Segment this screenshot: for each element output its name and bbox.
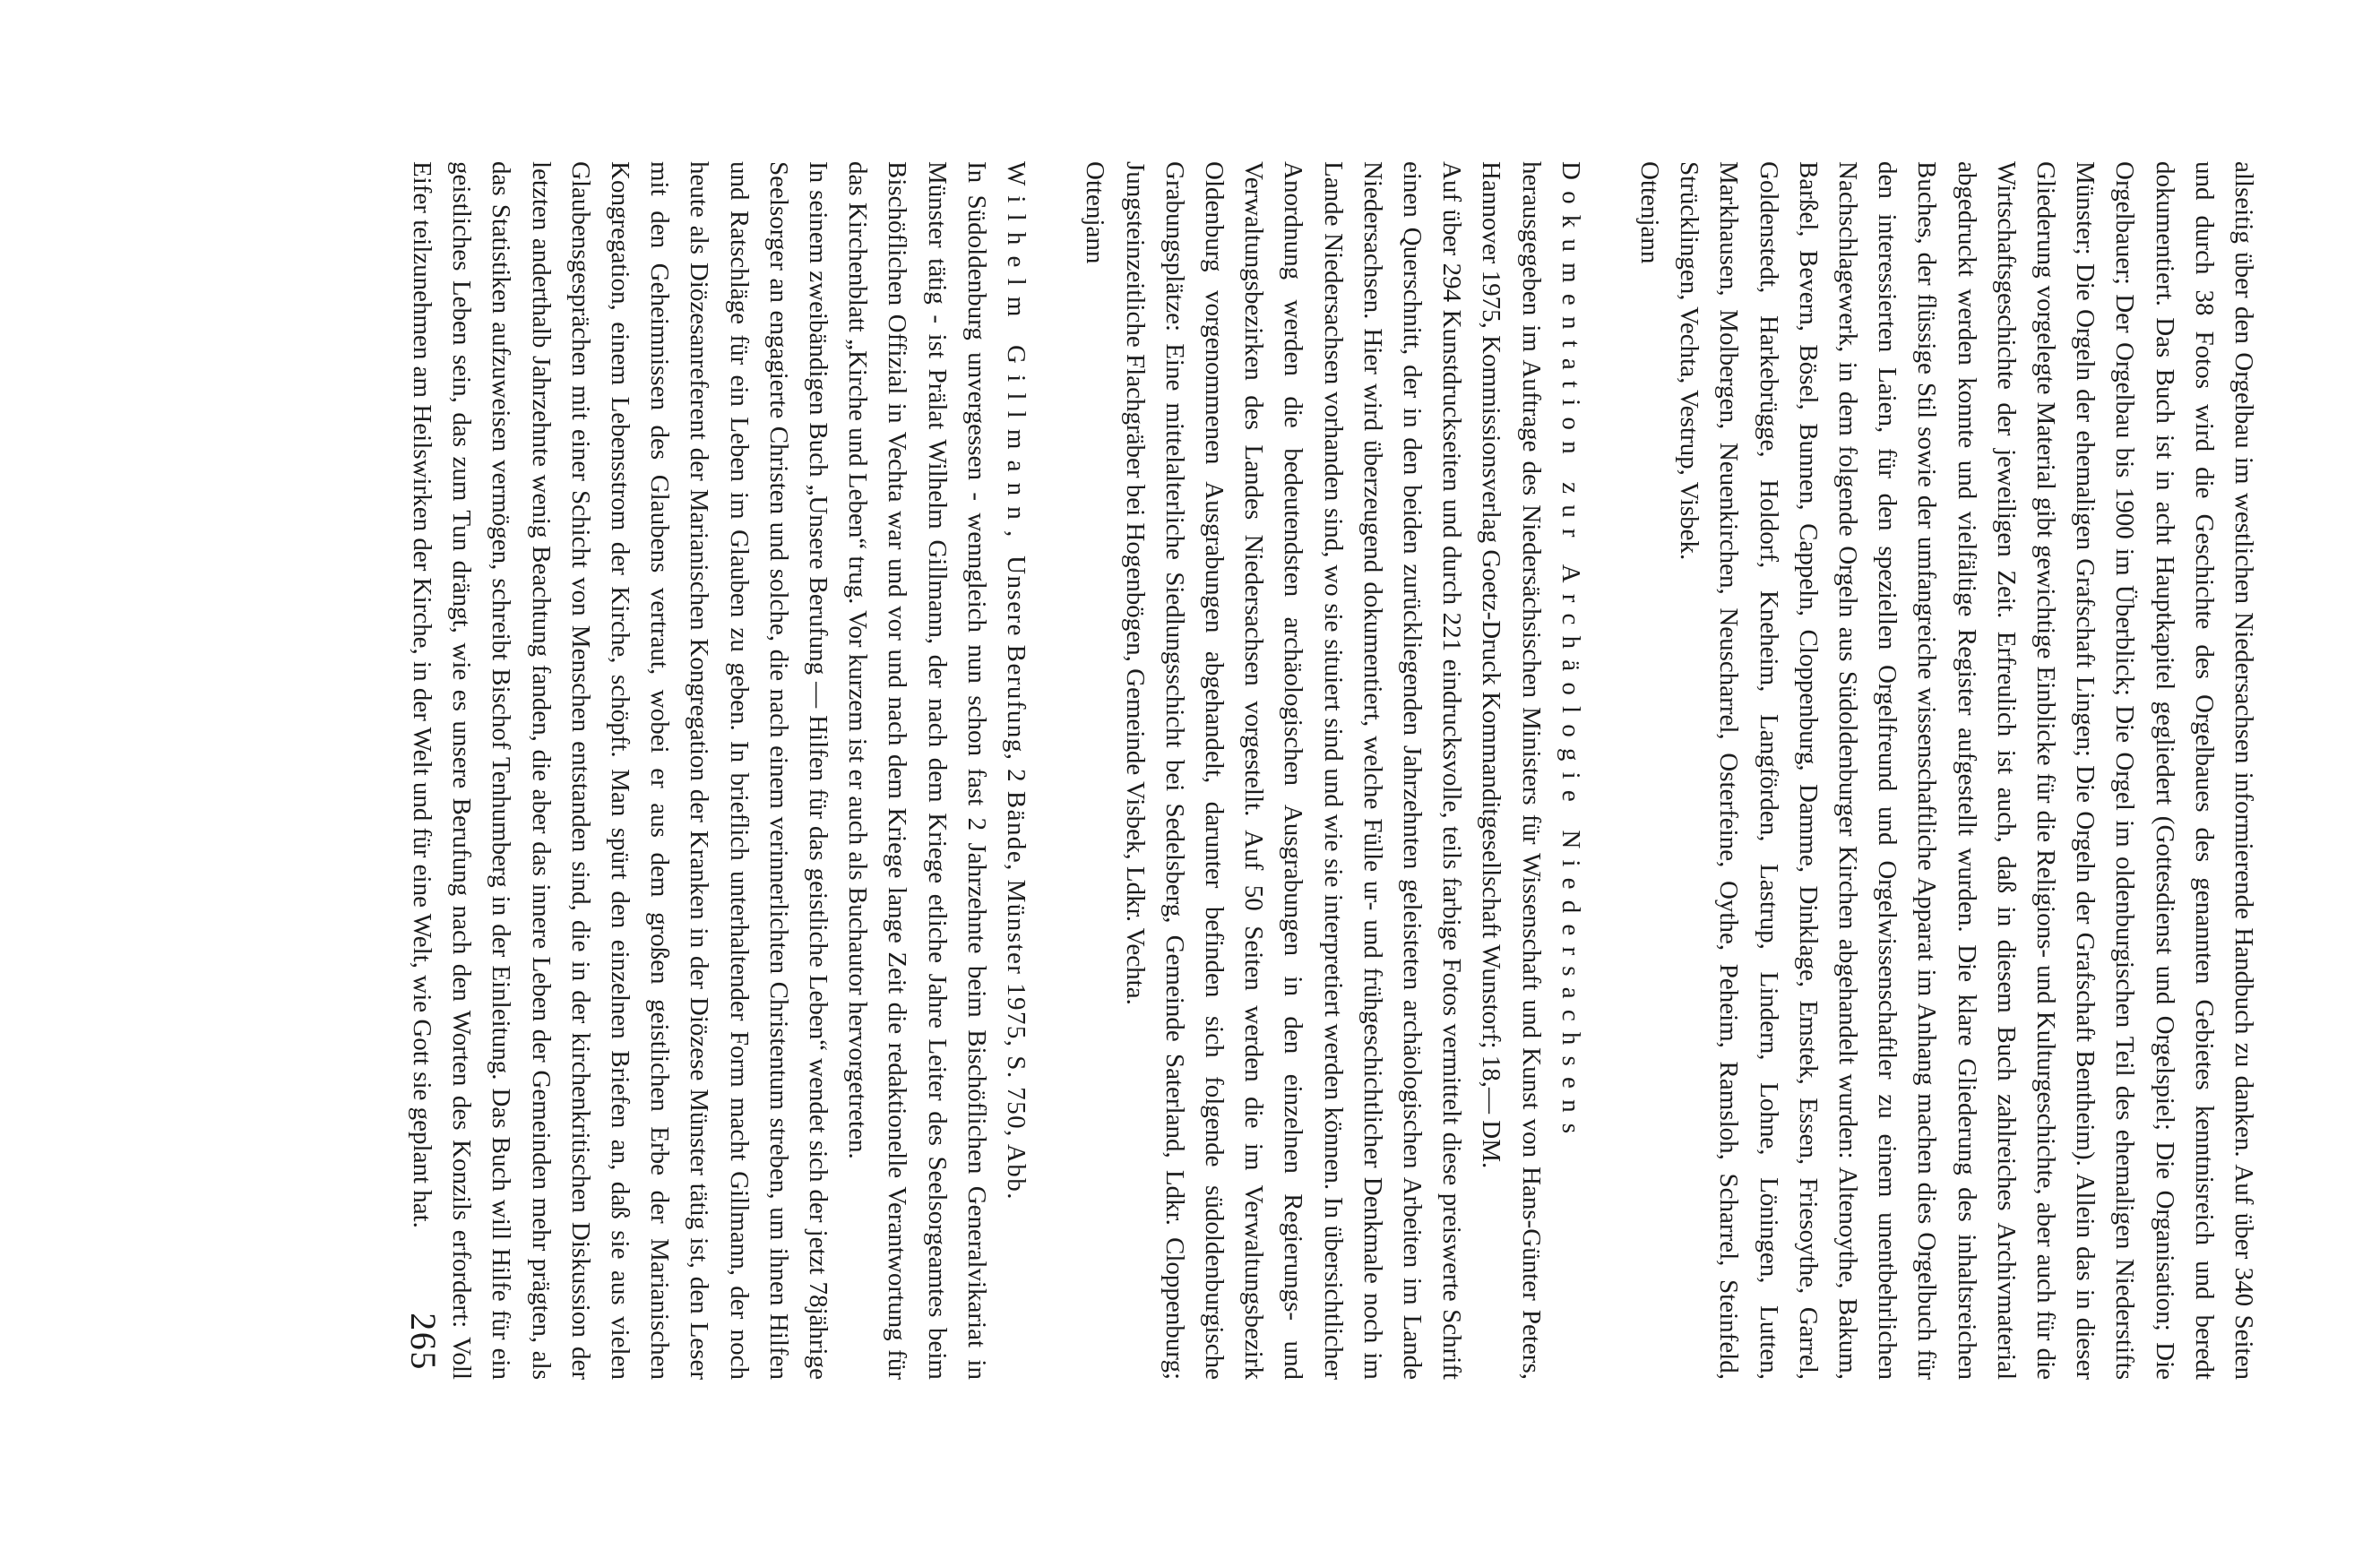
page-number: 265 xyxy=(403,1313,444,1371)
review-gillmann xyxy=(402,161,1036,1380)
review-orgelbau-continuation xyxy=(1630,161,2264,1380)
book-title-details: Unsere Berufung, 2 Bände, Münster 1975, S. 750, Abb. xyxy=(1002,555,1031,1201)
review-paragraph: In seinem zweibändigen Buch „Unsere Berufung — Hilfen für das geistliche Leben“ wendet sich der jetzt 78jährige Seelsorger an engagierte Christen und solche, die nach einem verinnerlichten Christentum streben, um ihnen Hilfen und Ratschläge für ein Leben im Glauben zu geben. In brieflich unterhaltender Form macht Gillmann, der noch heute als Diözesanreferent der Marianischen Kongregation der Kranken in der Diözese Münster tätig ist, den Leser mit den Geheimnissen des Glaubens vertraut, wobei er aus dem großen geistlichen Erbe der Marianischen Kongregation, einem Lebensstrom der Kirche, schöpft. Man spürt den einzelnen Briefen an, daß sie aus vielen Glaubensgesprächen mit einer Schicht von Menschen entstanden sind, die in der kirchenkritischen Diskussion der letzten anderthalb Jahrzehnte wenig Beachtung fanden, die aber das innere Leben der Gemeinden mehr prägten, als das Statistiken aufzuweisen vermögen, schreibt Bischof Tenhumberg in der Einleitung. Das Buch will Hilfe für ein geistliches Leben sein, das zum Tun drängt, wie es unsere Berufung nach den Worten des Konzils erfordert: Voll Eifer teilzunehmen am Heilswirken der Kirche, in der Welt und für eine Welt, wie Gott sie geplant hat. xyxy=(408,161,833,1380)
review-paragraph: allseitig über den Orgelbau im westlichen Niedersachsen informierende Handbuch zu danken. Auf über 340 Seiten und durch 38 Fotos wird die Geschichte des Orgelbaues des genannten Gebietes kenntnisreich und beredt dokumentiert. Das Buch ist in acht Hauptkapitel gegliedert (Gottesdienst und Orgelspiel; Die Organisation; Die Orgelbauer; Der Orgelbau bis 1900 im Überblick; Die Orgel im oldenburgischen Teil des ehemaligen Niederstifts Münster; Die Orgeln der ehemaligen Grafschaft Lingen; Die Orgeln der Grafschaft Bentheim). Allein das in dieser Gliederung vorgelegte Material gibt gewichtige Einblicke für die Religions- und Kulturgeschichte, aber auch für die Wirtschaftsgeschichte der jeweiligen Zeit. Erfreulich ist auch, daß in diesem Buch zahlreiches Archivmaterial abgedruckt werden konnte und vielfältige Register aufgestellt wurden. Die klare Gliederung des inhaltsreichen Buches, der flüssige Stil sowie der umfangreiche wissenschaftliche Apparat im Anhang machen dies Orgelbuch für den interessierten Laien, für den speziellen Orgelfreund und Orgelwissenschaftler zu einem unentbehrlichen Nachschlagewerk, in dem folgende Orgeln aus Südoldenburger Kirchen abgehandelt wurden: Altenoythe, Bakum, Barßel, Bevern, Bösel, Bunnen, Cappeln, Cloppenburg, Damme, Dinklage, Emstek, Essen, Friesoythe, Garrel, Goldenstedt, Harkebrügge, Holdorf, Kneheim, Langförden, Lastrup, Lindern, Lohne, Löningen, Lutten, Markhausen, Molbergen, Neuenkirchen, Neuscharrel, Osterfeine, Oythe, Peheim, Ramsloh, Scharrel, Steinfeld, Strücklingen, Vechta, Vestrup, Visbek. xyxy=(1675,161,2258,1380)
reviewer-signature: Ottenjann xyxy=(1081,161,1110,264)
reviewer-signature: Ottenjann xyxy=(1634,161,1664,264)
review-archaeology xyxy=(1075,161,1591,1380)
review-bibliographic-details: herausgegeben im Auftrage des Niedersächsischen Ministers für Wissenschaft und Kunst von Hans-Günter Peters, Hannover 1975, Kommissionsverlag Goetz-Druck Kommanditgesellschaft Wunstorf; 18,— DM. xyxy=(1477,161,1546,1380)
review-title: Dokumentation zur Archäologie Niedersachsens xyxy=(1556,161,1585,1145)
book-author: Wilhelm Gillmann, xyxy=(1002,161,1031,548)
review-paragraph: In Südoldenburg unvergessen - wenngleich nun schon fast 2 Jahrzehnte beim Bischöflichen Generalvikariat in Münster tätig - ist Prälat Wilhelm Gillmann, der nach dem Kriege etliche Jahre Leiter des Seelsorgeamtes beim Bischöflichen Offizial in Vechta war und vor und nach dem Kriege lange Zeit die redaktionelle Verantwortung für das Kirchenblatt „Kirche und Leben“ trug. Vor kurzem ist er auch als Buchautor hervorgetreten. xyxy=(843,161,991,1380)
review-book-reference xyxy=(996,161,1036,1380)
book-page xyxy=(402,161,2264,1380)
review-paragraph: Auf über 294 Kunstdruckseiten und durch 221 eindrucksvolle, teils farbige Fotos vermittelt diese preiswerte Schrift einen Querschnitt, der in den beiden zurückliegenden Jahrzehnten geleisteten archäologischen Arbeiten im Lande Niedersachsen. Hier wird überzeugend dokumentiert, welche Fülle ur- und frühgeschichtlicher Denkmale noch im Lande Niedersachsen vorhanden sind, wo sie situiert sind und wie sie interpretiert werden können. In übersichtlicher Anordnung werden die bedeutendsten archäologischen Ausgrabungen in den einzelnen Regierungs- und Verwaltungsbezirken des Landes Niedersachsen vorgestellt. Auf 50 Seiten werden die im Verwaltungsbezirk Oldenburg vorgenommenen Ausgrabungen abgehandelt, darunter befinden sich folgende südoldenburgische Grabungsplätze: Eine mittelalterliche Siedlungsschicht bei Sedelsberg, Gemeinde Saterland, Ldkr. Cloppenburg; Jungsteinzeitliche Flachgräber bei Hogenbögen, Gemeinde Visbek, Ldkr. Vechta. xyxy=(1120,161,1467,1380)
